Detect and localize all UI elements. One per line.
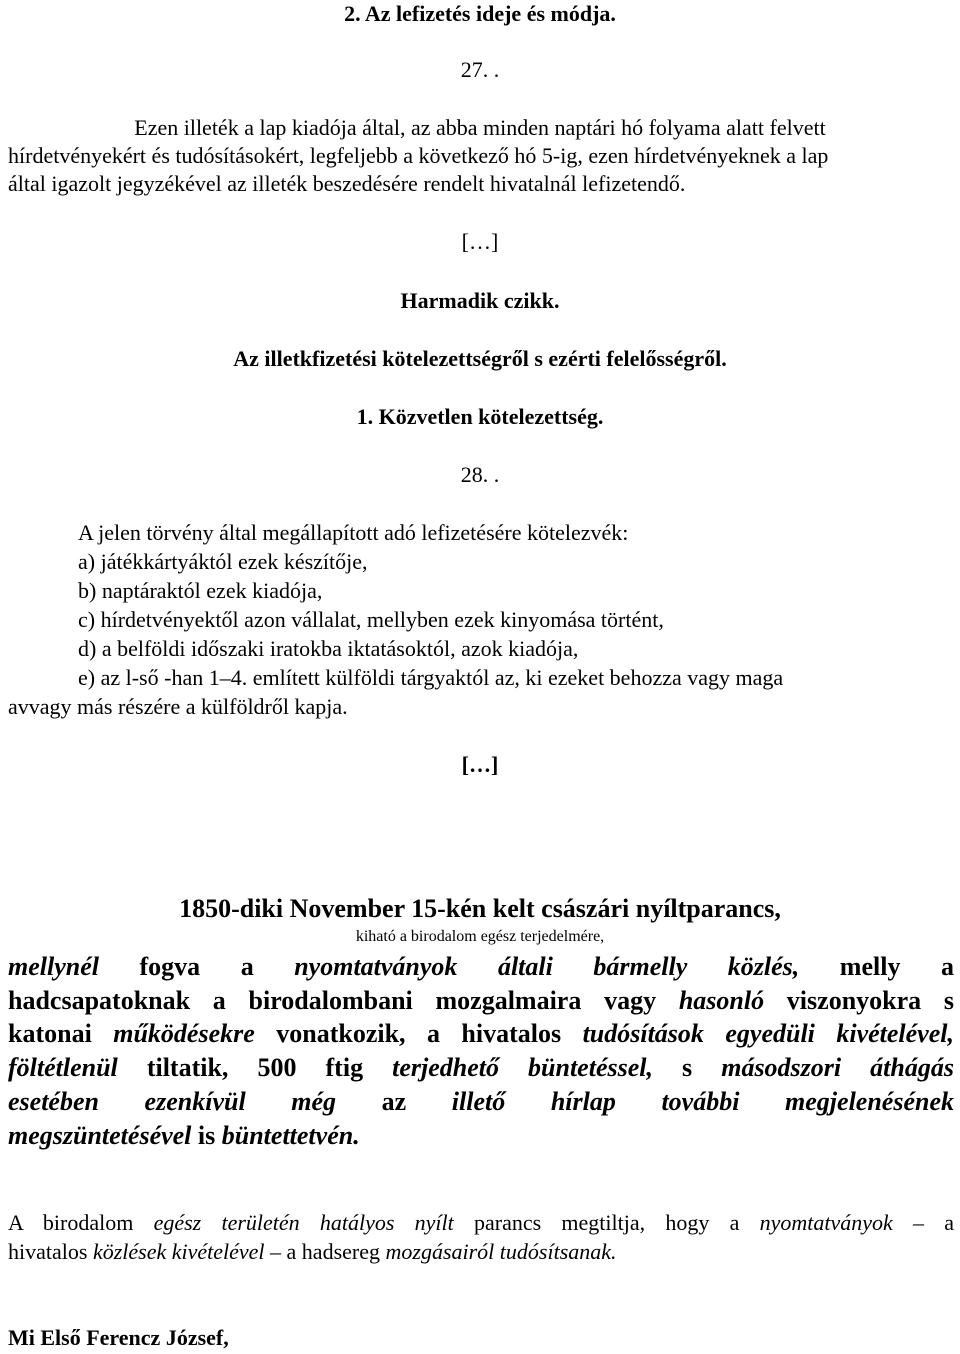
summary-text: – a hadsereg xyxy=(264,1239,386,1264)
par27-line-1: Ezen illeték a lap kiadója által, az abba minden naptári hó folyama alatt felvett xyxy=(134,115,826,140)
decree-text: s xyxy=(653,1053,722,1082)
decree-line-1 xyxy=(8,951,954,983)
par28-item-e: e) az l-ső -han 1–4. említett külföldi tárgyaktól az, ki ezeket behozza vagy maga xyxy=(78,665,784,690)
decree-text: működésekre xyxy=(113,1019,255,1048)
decree-text: vonatkozik, a hivatalos xyxy=(254,1019,583,1048)
decree-text: büntettetvén. xyxy=(221,1121,360,1150)
decree-text: nyomtatványok általi bármelly közlés, xyxy=(294,952,800,981)
par28-intro: A jelen törvény által megállapított adó lefizetésére kötelezvék: xyxy=(78,520,629,545)
decree-text: illető hírlap további megjelenésének xyxy=(451,1087,954,1116)
par28-item-d: d) a belföldi időszaki iratokba iktatásoktól, azok kiadója, xyxy=(78,636,579,661)
decree-text: hadcsapatoknak a birodalombani mozgalmaira vagy xyxy=(8,986,679,1015)
decree-line-5 xyxy=(8,1086,954,1118)
decree-text: viszonyokra s xyxy=(764,986,954,1015)
signature-line: Mi Első Ferencz József, xyxy=(8,1325,229,1350)
decree-text: fogva a xyxy=(98,952,295,981)
summary-line-2 xyxy=(8,1238,617,1266)
decree-subtitle: kiható a birodalom egész terjedelmére, xyxy=(355,928,605,945)
summary-line-1 xyxy=(8,1209,954,1237)
summary-text: – a xyxy=(892,1210,955,1235)
article-subtitle: Az illetkfizetési kötelezettségről s ezérti felelősségről. xyxy=(233,346,727,371)
par28-item-a: a) játékkártyáktól ezek készítője, xyxy=(78,549,368,574)
decree-text: esetében ezenkívül még xyxy=(8,1087,337,1116)
par28-item-b: b) naptáraktól ezek kiadója, xyxy=(78,578,323,603)
decree-text: katonai xyxy=(8,1019,114,1048)
summary-text: egész területén hatályos nyílt xyxy=(153,1210,454,1235)
par28-item-c: c) hírdetvényektől azon vállalat, mellyben ezek kinyomása történt, xyxy=(78,607,664,632)
decree-text: melly a xyxy=(799,952,954,981)
par27-line-2: hírdetvényekért és tudósításokért, legfeljebb a következő hó 5-ig, ezen hírdetvényeknek a lap xyxy=(8,143,829,168)
paragraph-27-number: 27. . xyxy=(460,57,500,82)
summary-text: parancs megtiltja, hogy a xyxy=(453,1210,760,1235)
decree-line-4 xyxy=(8,1052,954,1084)
decree-text: is xyxy=(191,1121,222,1150)
kozvetlen-heading: 1. Közvetlen kötelezettség. xyxy=(356,404,604,429)
par27-line-3: által igazolt jegyzékével az illeték beszedésére rendelt hivatalnál lefizetendő. xyxy=(8,171,686,196)
decree-line-6 xyxy=(8,1120,360,1152)
decree-text: tudósítások egyedüli kivételével, xyxy=(582,1019,954,1048)
summary-text: hivatalos xyxy=(8,1239,93,1264)
omission-marker: […] xyxy=(461,229,499,254)
decree-line-2 xyxy=(8,985,954,1017)
omission-marker-bold: […] xyxy=(461,752,499,777)
decree-text: másodszori áthágás xyxy=(721,1053,954,1082)
decree-text: az xyxy=(336,1087,452,1116)
par28-last-line: avvagy más részére a külföldről kapja. xyxy=(8,694,348,719)
decree-text: terjedhető büntetéssel, xyxy=(392,1053,653,1082)
decree-text: hasonló xyxy=(678,986,765,1015)
summary-text: mozgásairól tudósítsanak. xyxy=(385,1239,617,1264)
section-2-title: 2. Az lefizetés ideje és módja. xyxy=(344,1,616,26)
summary-text: nyomtatványok xyxy=(759,1210,893,1235)
summary-text: közlések kivételével xyxy=(92,1239,265,1264)
decree-text: föltétlenül xyxy=(8,1053,118,1082)
harmadik-czikk-title: Harmadik czikk. xyxy=(400,288,560,313)
decree-line-3 xyxy=(8,1018,954,1050)
decree-text: mellynél xyxy=(8,952,99,981)
summary-text: A birodalom xyxy=(8,1210,154,1235)
decree-title: 1850-diki November 15-kén kelt császári nyíltparancs, xyxy=(179,894,781,923)
decree-text: tiltatik, 500 ftig xyxy=(117,1053,393,1082)
decree-text: megszüntetésével xyxy=(8,1121,192,1150)
paragraph-28-number: 28. . xyxy=(460,462,500,487)
